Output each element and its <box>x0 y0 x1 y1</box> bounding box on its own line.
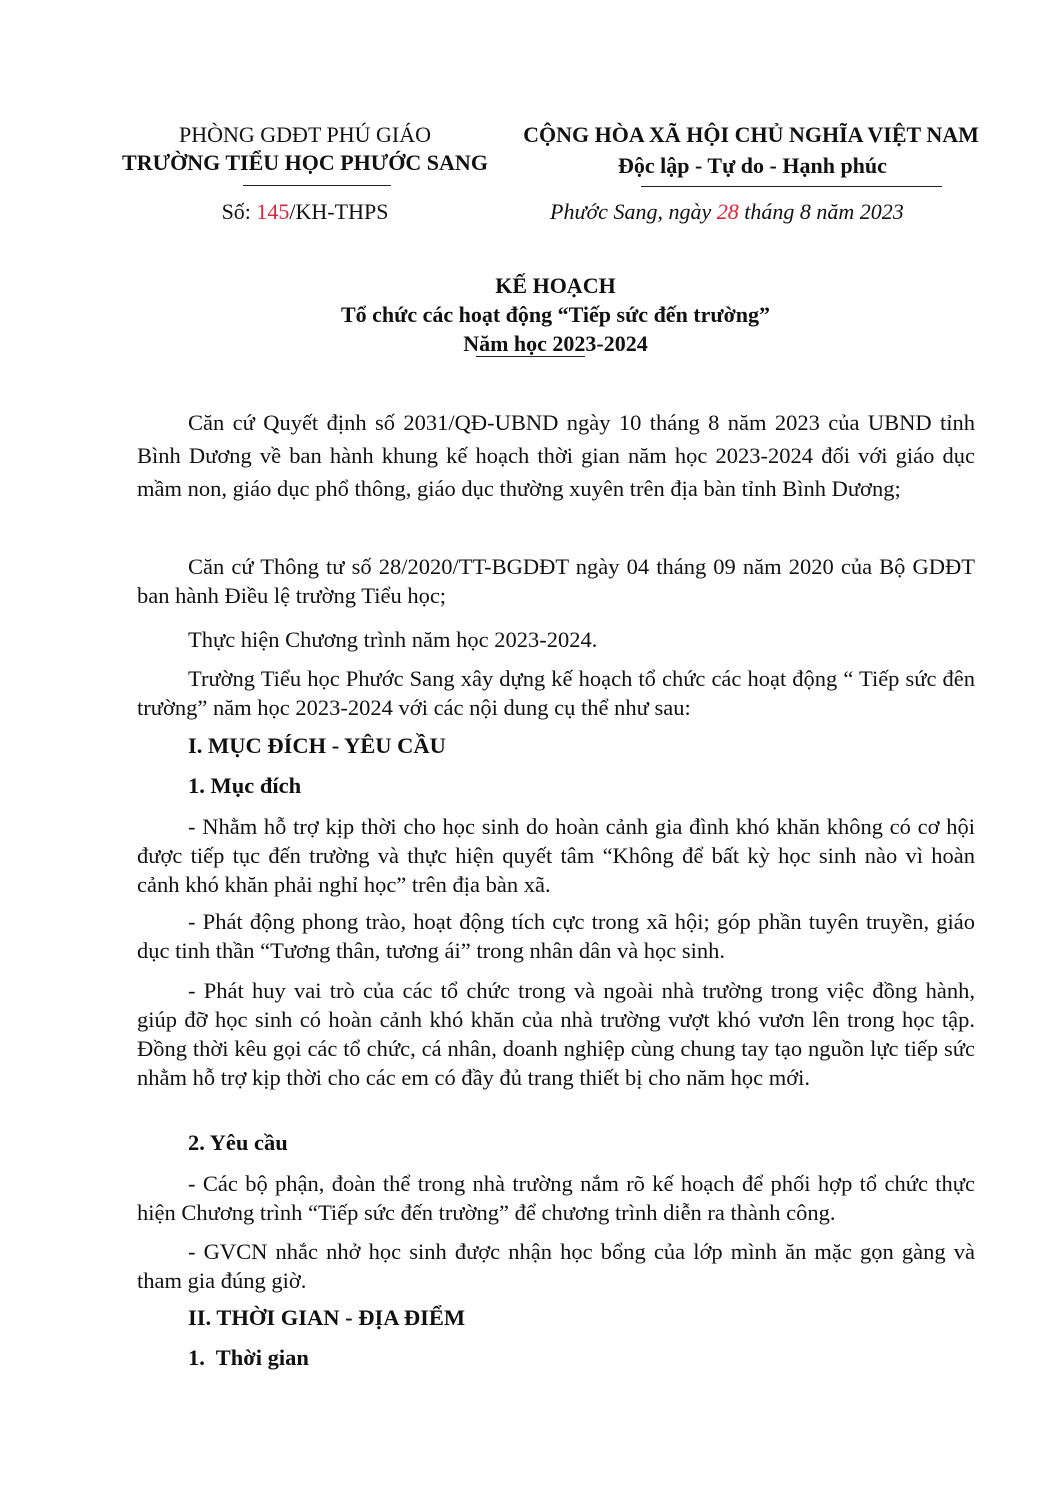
date-day: 28 <box>716 199 739 224</box>
paragraph-implementation: Thực hiện Chương trình năm học 2023-2024. <box>188 627 598 652</box>
paragraph-intro: Trường Tiểu học Phước Sang xây dựng kế hoạch tổ chức các hoạt động “ Tiếp sức đên trường” năm học 2023-2024 với các nội dung cụ thể như sau: <box>137 666 975 720</box>
header-right-divider <box>641 186 942 187</box>
issue-date <box>550 199 904 225</box>
purpose-item-2: - Phát động phong trào, hoạt động tích cực trong xã hội; góp phần tuyên truyền, giáo dục tinh thần “Tương thân, tương ái” trong nhân dân và học sinh. <box>137 909 975 963</box>
nation-title: CỘNG HÒA XÃ HỘI CHỦ NGHĨA VIỆT NAM <box>523 122 979 147</box>
date-prefix: Phước Sang, ngày <box>550 199 717 224</box>
section-1-heading: I. MỤC ĐÍCH - YÊU CẦU <box>188 733 446 758</box>
doc-number-value: 145 <box>256 199 290 224</box>
doc-number-prefix: Số: <box>221 199 257 224</box>
national-motto: Độc lập - Tự do - Hạnh phúc <box>618 153 887 178</box>
header-left-divider <box>243 185 391 186</box>
document-number <box>120 199 490 225</box>
paragraph-legal-basis-2: Căn cứ Thông tư số 28/2020/TT-BGDĐT ngày 04 tháng 09 năm 2020 của Bộ GDĐT ban hành Điều lệ trường Tiểu học; <box>137 554 975 608</box>
purpose-item-3: - Phát huy vai trò của các tổ chức trong và ngoài nhà trường trong việc đồng hành, giúp đỡ học sinh có hoàn cảnh khó khăn của nhà trường vượt khó vươn lên trong học tập. Đồng thời kêu gọi các tổ chức, cá nhân, doanh nghiệp cùng chung tay tạo nguồn lực tiếp sức nhằm hỗ trợ kịp thời cho các em có đầy đủ trang thiết bị cho năm học mới. <box>137 978 975 1090</box>
school-year-title: Năm học 2023-2024 <box>463 331 648 356</box>
document-title: KẾ HOẠCH <box>495 273 616 298</box>
doc-number-suffix: /KH-THPS <box>289 199 389 224</box>
document-subtitle: Tổ chức các hoạt động “Tiếp sức đến trường” <box>340 302 771 327</box>
date-suffix: tháng 8 năm 2023 <box>738 199 904 224</box>
agency-name: PHÒNG GDĐT PHÚ GIÁO <box>179 122 431 147</box>
section-2-1-heading: 1. Thời gian <box>188 1345 309 1370</box>
section-1-2-heading: 2. Yêu cầu <box>188 1130 288 1155</box>
paragraph-legal-basis-1: Căn cứ Quyết định số 2031/QĐ-UBND ngày 10 tháng 8 năm 2023 của UBND tỉnh Bình Dương về ban hành khung kế hoạch thời gian năm học 2023-2024 đối với giáo dục mầm non, giáo dục phổ thông, giáo dục thường xuyên trên địa bàn tỉnh Bình Dương; <box>137 410 975 501</box>
requirement-item-1: - Các bộ phận, đoàn thể trong nhà trường nắm rõ kế hoạch để phối hợp tổ chức thực hiện Chương trình “Tiếp sức đến trường” để chương trình diễn ra thành công. <box>137 1171 975 1225</box>
requirement-item-2: - GVCN nhắc nhở học sinh được nhận học bổng của lớp mình ăn mặc gọn gàng và tham gia đúng giờ. <box>137 1239 975 1293</box>
section-2-heading: II. THỜI GIAN - ĐỊA ĐIỂM <box>188 1305 466 1330</box>
purpose-item-1: - Nhằm hỗ trợ kịp thời cho học sinh do hoàn cảnh gia đình khó khăn không có cơ hội được tiếp tục đến trường và thực hiện quyết tâm “Không để bất kỳ học sinh nào vì hoàn cảnh khó khăn phải nghỉ học” trên địa bàn xã. <box>137 814 975 897</box>
section-1-1-heading: 1. Mục đích <box>188 773 302 798</box>
school-name: TRƯỜNG TIỂU HỌC PHƯỚC SANG <box>122 150 488 175</box>
title-underline <box>476 356 585 357</box>
